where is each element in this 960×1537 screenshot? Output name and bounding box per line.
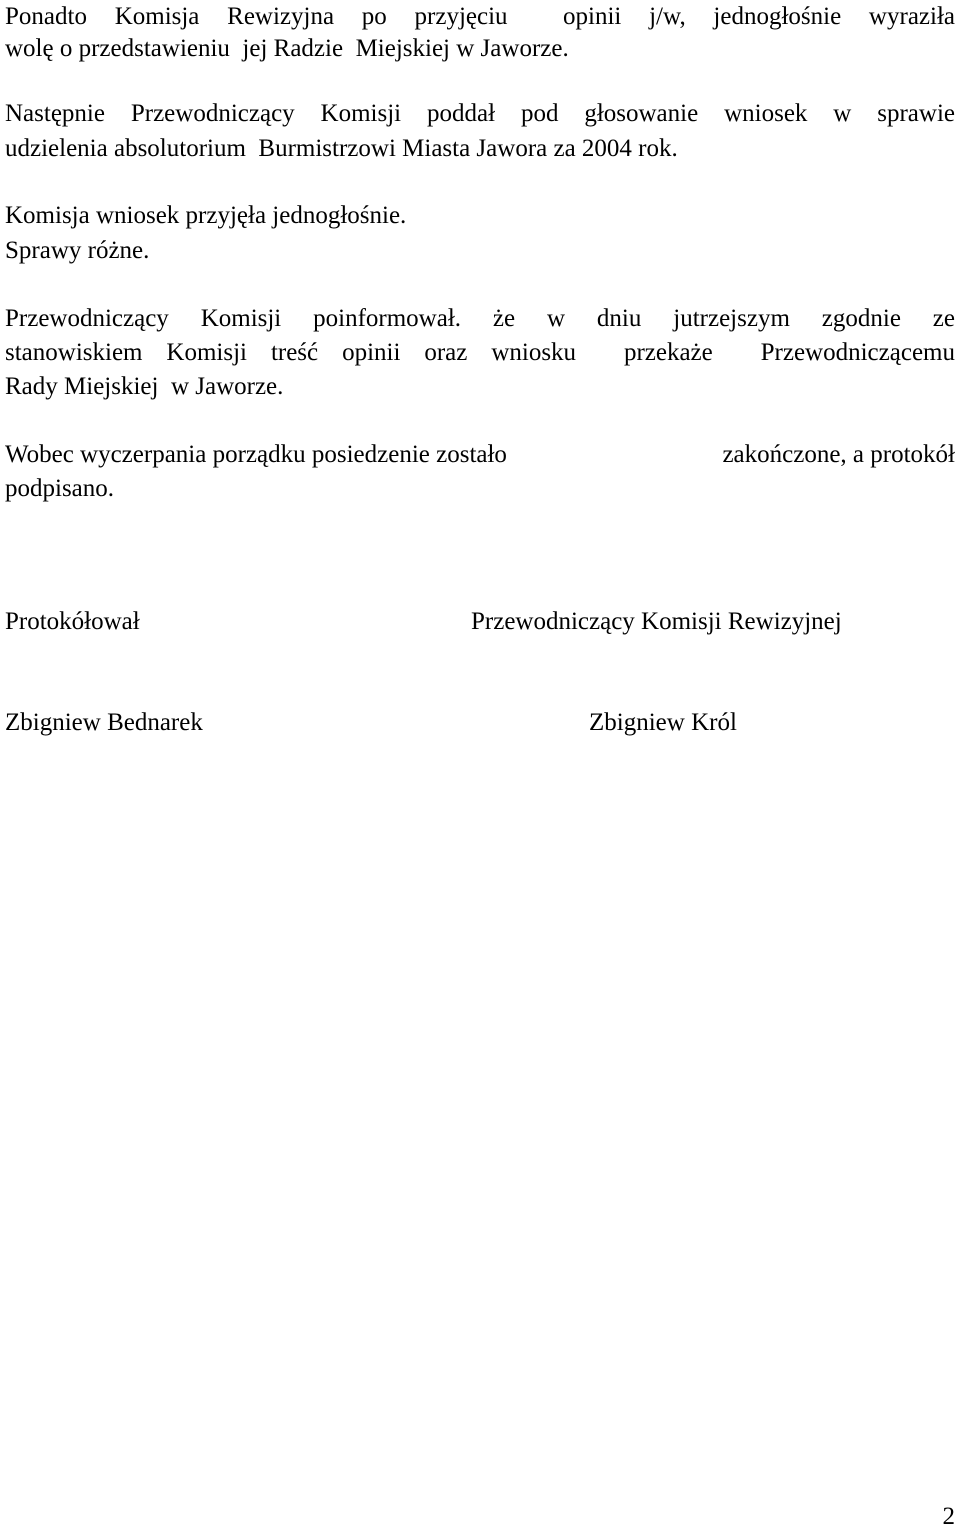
paragraph-4-line-3: Rady Miejskiej w Jaworze.	[5, 373, 284, 400]
paragraph-4-line-1: Przewodniczący Komisji poinformował. że w dniu jutrzejszym zgodnie ze	[5, 305, 955, 332]
signature-left-role: Protokółował	[5, 608, 140, 635]
signature-left-name: Zbigniew Bednarek	[5, 709, 203, 736]
paragraph-5-line-1-right: zakończone, a protokół	[722, 441, 955, 468]
paragraph-3-line-1: Komisja wniosek przyjęła jednogłośnie.	[5, 202, 407, 229]
paragraph-2-line-2: udzielenia absolutorium Burmistrzowi Miasta Jawora za 2004 rok.	[5, 135, 678, 162]
paragraph-1-line-1: Ponadto Komisja Rewizyjna po przyjęciu opinii j/w, jednogłośnie wyraziła	[5, 3, 955, 30]
page-number: 2	[942, 1503, 955, 1530]
paragraph-5-line-2: podpisano.	[5, 475, 115, 502]
signature-right-name: Zbigniew Król	[589, 709, 737, 736]
paragraph-5-line-1-left: Wobec wyczerpania porządku posiedzenie zostało	[5, 441, 507, 468]
paragraph-1-line-2: wolę o przedstawieniu jej Radzie Miejskiej w Jaworze.	[5, 35, 569, 62]
paragraph-2-line-1: Następnie Przewodniczący Komisji poddał pod głosowanie wniosek w sprawie	[5, 100, 955, 127]
paragraph-4-line-2: stanowiskiem Komisji treść opinii oraz wniosku przekaże Przewodniczącemu	[5, 339, 955, 366]
section-heading-sprawy-rozne: Sprawy różne.	[5, 237, 150, 264]
signature-right-role: Przewodniczący Komisji Rewizyjnej	[471, 608, 842, 635]
